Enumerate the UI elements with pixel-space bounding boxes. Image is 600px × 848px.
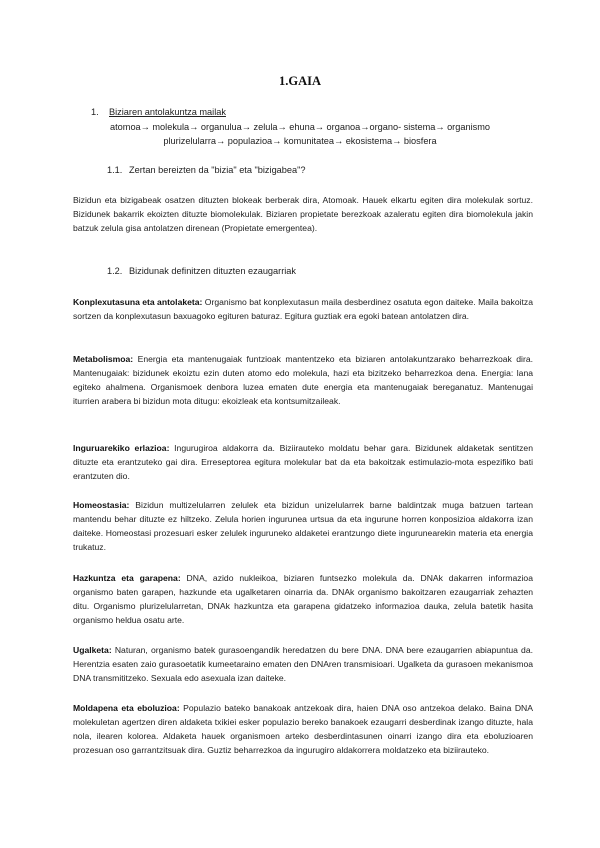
term-text: Bizidun multizelularren zelulek eta bizidun unizelularrek barne baldintzak muga batzuen tartean mantendu behar dituzte ez hiltzeko. Zelula horien ingurunea urtsua da eta ingurune horren konposizioa aldakorra izan daiteke. Homeostasi prozesuari esker zelulek inguruneko aldaketei erantzungo diete ingurunearekin materia eta energia trukatuz. — [73, 500, 533, 553]
paragraph-bizia: Bizidun eta bizigabeak osatzen dituzten blokeak berberak dira, Atomoak. Hauek elkartu egiten dira molekulak sortuz. Bizidunek bakarrik ekoizten dituzte biomolekulak. Biziaren propietate berezkoak azaleratu egiten dira biomolekula jakin batzuk zelula gisa antolatzen direnean (Propietate emergentea). — [73, 195, 533, 234]
paragraph-homeostasia — [73, 498, 533, 555]
term-text: DNA, azido nukleikoa, biziaren funtsezko molekula da. DNAk dakarren informazioa organismo baten garapen, hazkunde eta ugalketaren oinarria da. DNAk organismo bakoitzaren ezaugarriak zehazten ditu. Organismo plurizelularretan, DNAk hazkuntza eta garapena gidatzeko informazioa dauka, zelula batetik hasita organismo heldua osatu arte. — [73, 573, 533, 626]
term-label: Hazkuntza eta garapena: — [73, 573, 181, 583]
term-text: Ingurugiroa aldakorra da. Biziirauteko moldatu behar gara. Bizidunek aldaketak sentitzen dituzte eta erantzuteko gai dira. Erreseptorea egitura molekular bat da eta bakoitzak estimulazio-mota espezifiko bati erantzuten dio. — [73, 443, 533, 482]
term-label: Homeostasia: — [73, 500, 130, 510]
paragraph-konplexutasuna — [73, 295, 533, 323]
term-text: Energia eta mantenugaiak funtzioak mantentzeko eta biziaren antolakuntzarako beharrezkoak dira. Mantenugaiak: bizidunek ekoiztu ezin duten atomo edo molekula, hazi eta bizitzeko beharrezkoa dena. Energia: lana egiteko ahalmena. Organismoek denbora luzea ematen dute energia eta mantenugaiak bereganatuz. Mantenugai iturrien arabera bi bizidun mota ditugu: ekoizleak eta kontsumitzaileak. — [73, 354, 533, 407]
subsection-text: Zertan bereizten da "bizia" eta "bizigabea"? — [129, 165, 306, 175]
organization-levels-line2: plurizelularra→ populazioa→ komunitatea→ ekosistema→ biosfera — [163, 136, 437, 146]
term-label: Moldapena eta eboluzioa: — [73, 703, 180, 713]
paragraph-metabolismoa — [73, 352, 533, 409]
term-label: Inguruarekiko erlazioa: — [73, 443, 170, 453]
subsection-number: 1.1. — [107, 165, 123, 175]
subsection-heading-1-1 — [107, 165, 306, 175]
subsection-number: 1.2. — [107, 266, 123, 276]
term-text: Populazio bateko banakoak antzekoak dira, haien DNA oso antzekoa delako. Baina DNA molekuletan agertzen diren aldaketa txikiei esker populazio bereko banakoek ezaugarri desberdinak izango dituzte, hala nola, ilearen kolorea. Aldaketa hauek organismoen arteko desberdintasunen oinarri izango dira eta eboluzioaren prozesuan oso garrantzitsuak dira. Guztiz beharrezkoa da ingurugiro aldakorrera moldatzeko eta biziirauteko. — [73, 703, 533, 756]
term-text: Organismo bat konplexutasun maila desberdinez osatuta egon daiteke. Maila bakoitza sortzen da konplexutasun baxuagoko egituren baturaz. Egitura guztiak era egoki batean antolatzen dira. — [73, 297, 534, 322]
subsection-heading-1-2 — [107, 266, 296, 276]
page-title: 1.GAIA — [278, 74, 322, 88]
term-label: Ugalketa: — [73, 645, 112, 655]
paragraph-inguruarekiko-erlazioa — [73, 441, 533, 483]
organization-levels-line1: atomoa→ molekula→ organulua→ zelula→ ehuna→ organoa→organo- sistema→ organismo — [110, 122, 490, 132]
section-heading — [91, 107, 226, 117]
section-number: 1. — [91, 107, 99, 117]
paragraph-ugalketa — [73, 643, 533, 685]
term-label: Konplexutasuna eta antolaketa: — [73, 297, 203, 307]
subsection-text: Bizidunak definitzen dituzten ezaugarriak — [129, 266, 297, 276]
paragraph-moldapena — [73, 701, 533, 758]
section-label: Biziaren antolakuntza mailak — [109, 107, 226, 117]
term-text: Naturan, organismo batek gurasoengandik heredatzen du bere DNA. DNA bere ezaugarrien abiapuntua da. Herentzia esaten zaio gurasoetatik kumeetaraino ematen den DNAren transmisioari. Ugalketa da gurasoen mekanismoa DNA transmititzeko. Sexuala edo asexuala izan daiteke. — [73, 645, 533, 684]
paragraph-hazkuntza — [73, 571, 533, 628]
term-label: Metabolismoa: — [73, 354, 134, 364]
